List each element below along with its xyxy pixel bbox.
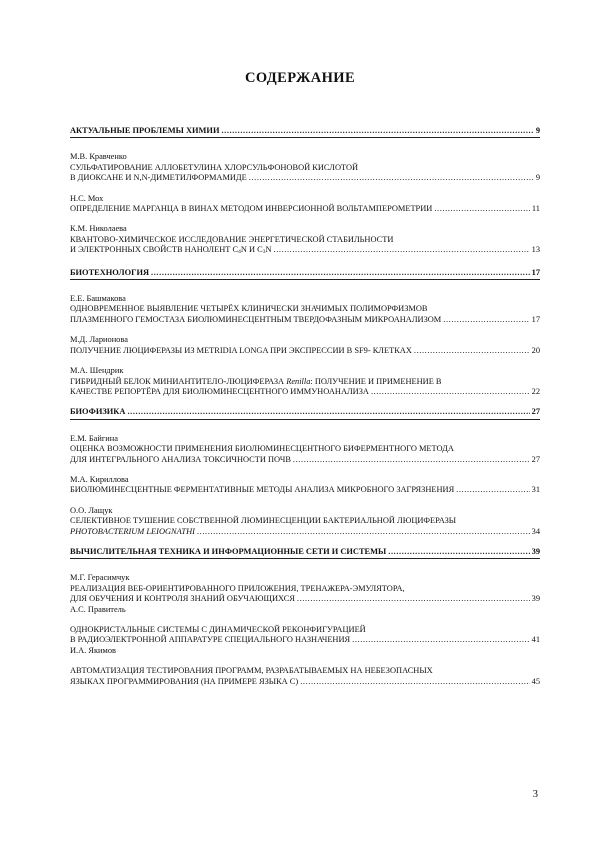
entry-author: М.А. Шендрик [70, 366, 124, 376]
entry-author: М.Г. Герасимчук [70, 573, 130, 583]
entry-page: 39 [531, 594, 540, 604]
subscript: 3 [262, 249, 266, 256]
italic-species-name: Renilla [286, 376, 311, 386]
entry-title-line: ДЛЯ ОБУЧЕНИЯ И КОНТРОЛЯ ЗНАНИЙ ОБУЧАЮЩИХСЯ [70, 594, 295, 604]
entry-author: И.А. Якимов [70, 645, 116, 655]
toc-section-chemistry[interactable]: АКТУАЛЬНЫЕ ПРОБЛЕМЫ ХИМИИ ..... 9 [70, 126, 540, 138]
entry-page: 27 [531, 454, 540, 464]
entry-title-line: ДЛЯ ИНТЕГРАЛЬНОГО АНАЛИЗА ТОКСИЧНОСТИ ПОЧВ [70, 454, 291, 464]
entry-page: 34 [531, 526, 540, 536]
entry-title-line: ОДНОВРЕМЕННОЕ ВЫЯВЛЕНИЕ ЧЕТЫРЁХ КЛИНИЧЕСКИ ЗНАЧИМЫХ ПОЛИМОРФИЗМОВ [70, 304, 428, 314]
toc-entry[interactable] [70, 224, 540, 257]
entry-title-line: АВТОМАТИЗАЦИЯ ТЕСТИРОВАНИЯ ПРОГРАММ, РАЗРАБАТЫВАЕМЫХ НА НЕБЕЗОПАСНЫХ [70, 666, 433, 676]
page-title: СОДЕРЖАНИЕ [244, 70, 356, 86]
entry-title-line: В РАДИОЭЛЕКТРОННОЙ АППАРАТУРЕ СПЕЦИАЛЬНОГО НАЗНАЧЕНИЯ [70, 635, 351, 645]
toc-section-biophysics[interactable]: БИОФИЗИКА ..... 27 [70, 407, 540, 419]
toc-entry[interactable] [70, 625, 540, 656]
entry-title-line: И ЭЛЕКТРОННЫХ СВОЙСТВ НАНОЛЕНТ C4N И C3N [70, 245, 272, 256]
entry-author: О.О. Лащук [70, 505, 113, 515]
entry-title-line: РЕАЛИЗАЦИЯ ВЕБ-ОРИЕНТИРОВАННОГО ПРИЛОЖЕНИЯ, ТРЕНАЖЕРА-ЭМУЛЯТОРА, [70, 583, 405, 593]
entry-author: Н.С. Мох [70, 193, 104, 203]
entry-page: 17 [531, 314, 540, 324]
entry-title-line: ПОЛУЧЕНИЕ ЛЮЦИФЕРАЗЫ ИЗ METRIDIA LONGA ПРИ ЭКСПРЕССИИ В SF9- КЛЕТКАХ [70, 345, 412, 355]
entry-author: М.В. Кравченко [70, 152, 127, 162]
toc-entry[interactable] [70, 152, 540, 183]
entry-page: 31 [531, 485, 540, 495]
entry-title-line: КВАНТОВО-ХИМИЧЕСКОЕ ИССЛЕДОВАНИЕ ЭНЕРГЕТИЧЕСКОЙ СТАБИЛЬНОСТИ [70, 234, 394, 244]
entry-page: 45 [531, 676, 540, 686]
entry-page: 41 [531, 635, 540, 645]
entry-title-line: В ДИОКСАНЕ И N,N-ДИМЕТИЛФОРМАМИДЕ [70, 173, 247, 183]
entry-title-line: СЕЛЕКТИВНОЕ ТУШЕНИЕ СОБСТВЕННОЙ ЛЮМИНЕСЦЕНЦИИ БАКТЕРИАЛЬНОЙ ЛЮЦИФЕРАЗЫ [70, 516, 457, 526]
entry-page: 13 [531, 245, 540, 255]
page-number: 3 [532, 789, 538, 800]
entry-title-line: БИОЛЮМИНЕСЦЕНТНЫЕ ФЕРМЕНТАТИВНЫЕ МЕТОДЫ АНАЛИЗА МИКРОБНОГО ЗАГРЯЗНЕНИЯ [70, 485, 455, 495]
toc-entry[interactable] [70, 366, 540, 397]
toc-entry[interactable] [70, 475, 540, 496]
toc-entry[interactable] [70, 294, 540, 325]
entry-title-line: ОДНОКРИСТАЛЬНЫЕ СИСТЕМЫ С ДИНАМИЧЕСКОЙ РЕКОНФИГУРАЦИЕЙ [70, 625, 366, 634]
entry-title-line: ПЛАЗМЕННОГО ГЕМОСТАЗА БИОЛЮМИНЕСЦЕНТНЫМ ТВЕРДОФАЗНЫМ МИКРОАНАЛИЗОМ [70, 314, 442, 324]
toc-entry[interactable] [70, 573, 540, 615]
entry-title-line: КАЧЕСТВЕ РЕПОРТЁРА ДЛЯ БИОЛЮМИНЕСЦЕНТНОГО ИММУНОАНАЛИЗА [70, 386, 369, 396]
entry-page: 9 [535, 173, 540, 183]
toc-section-biotechnology[interactable]: БИОТЕХНОЛОГИЯ ..... 17 [70, 268, 540, 280]
table-of-contents [70, 122, 540, 697]
entry-page: 11 [531, 204, 540, 214]
toc-section-computing[interactable]: ВЫЧИСЛИТЕЛЬНАЯ ТЕХНИКА И ИНФОРМАЦИОННЫЕ СЕТИ И СИСТЕМЫ ..... 39 [70, 547, 540, 559]
entry-author: Е.М. Байгина [70, 433, 118, 443]
toc-entry[interactable] [70, 434, 540, 465]
entry-title-line: ОПРЕДЕЛЕНИЕ МАРГАНЦА В ВИНАХ МЕТОДОМ ИНВЕРСИОННОЙ ВОЛЬТАМПЕРОМЕТРИИ [70, 204, 433, 214]
toc-entry[interactable] [70, 666, 540, 687]
entry-title-line: ЯЗЫКАХ ПРОГРАММИРОВАНИЯ (НА ПРИМЕРЕ ЯЗЫКА С) [70, 676, 299, 686]
toc-entry[interactable] [70, 194, 540, 215]
entry-author: Е.Е. Башмакова [70, 294, 126, 304]
entry-title-line: СУЛЬФАТИРОВАНИЕ АЛЛОБЕТУЛИНА ХЛОРСУЛЬФОНОВОЙ КИСЛОТОЙ [70, 162, 359, 172]
entry-author: М.А. Кириллова [70, 474, 129, 484]
subscript: 4 [238, 249, 241, 256]
entry-title-line: ГИБРИДНЫЙ БЕЛОК МИНИАНТИТЕЛО-ЛЮЦИФЕРАЗА Renilla: ПОЛУЧЕНИЕ И ПРИМЕНЕНИЕ В [70, 376, 442, 386]
toc-entry[interactable] [70, 335, 540, 356]
entry-title-line: PHOTOBACTERIUM LEIOGNATHI [70, 526, 195, 536]
entry-author: К.М. Николаева [70, 224, 127, 234]
entry-author: А.С. Правитель [70, 604, 126, 614]
entry-page: 22 [531, 386, 540, 396]
entry-title-line: ОЦЕНКА ВОЗМОЖНОСТИ ПРИМЕНЕНИЯ БИОЛЮМИНЕСЦЕНТНОГО БИФЕРМЕНТНОГО МЕТОДА [70, 444, 454, 454]
entry-page: 20 [531, 345, 540, 355]
entry-author: М.Д. Ларионова [70, 335, 128, 345]
toc-entry[interactable] [70, 506, 540, 537]
